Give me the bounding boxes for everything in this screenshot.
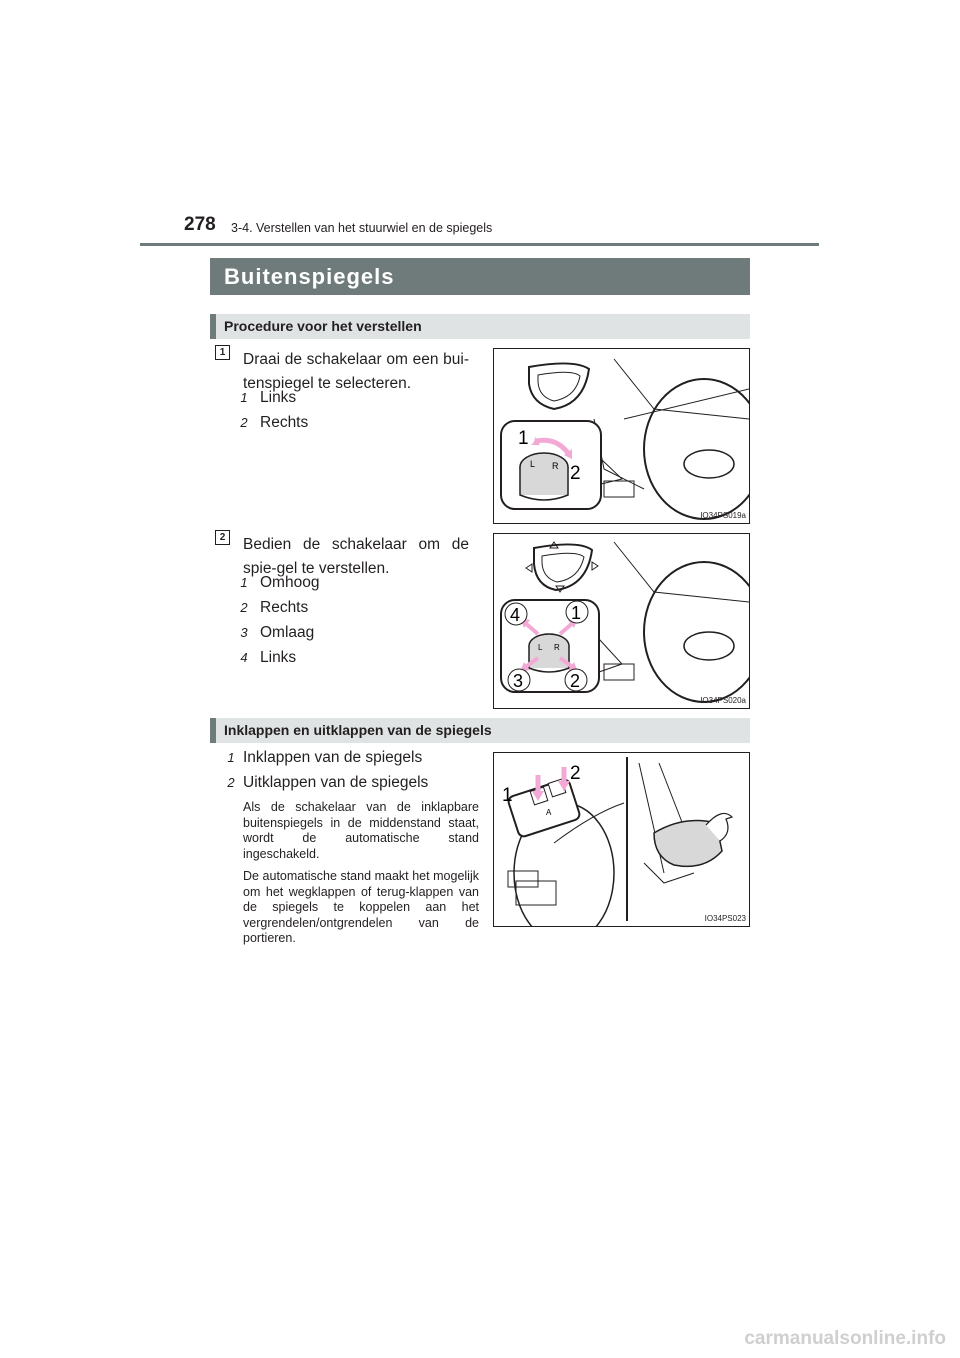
circled-number: 1 xyxy=(227,750,235,765)
page-number: 278 xyxy=(184,214,216,235)
callout-number: 3 xyxy=(513,671,524,691)
switch-letter-a: A xyxy=(546,808,552,817)
list-item: Rechts xyxy=(260,414,309,431)
section-heading-folding: Inklappen en uitklappen van de spiegels xyxy=(210,718,750,743)
list-item: Uitklappen van de spiegels xyxy=(243,774,429,791)
note-paragraph: De automatische stand maakt het mogelijk om het wegklappen of terug-klappen van de spiegels te koppelen aan het vergrendelen/ontgrendelen van de portieren. xyxy=(243,869,479,945)
switch-letter-r: R xyxy=(552,461,559,471)
figure-code: IO34PS020a xyxy=(700,696,746,705)
step-badge-2: 2 xyxy=(215,530,230,545)
callout-number: 2 xyxy=(570,671,581,691)
note-paragraph: Als de schakelaar van de inklapbare buitenspiegels in de middenstand staat, wordt de automatische stand ingeschakeld. xyxy=(243,800,479,861)
switch-letter-l: L xyxy=(538,643,543,652)
list-item: Rechts xyxy=(260,599,309,616)
switch-letter-l: L xyxy=(530,459,536,469)
list-item: Links xyxy=(260,389,297,406)
circled-number: 3 xyxy=(240,625,248,640)
circled-number: 2 xyxy=(240,415,248,430)
page-title: Buitenspiegels xyxy=(210,258,750,295)
figure-code: IO34PS019a xyxy=(700,511,746,520)
list-item: Inklappen van de spiegels xyxy=(243,749,423,766)
callout-number: 1 xyxy=(518,428,529,449)
callout-number: 2 xyxy=(570,463,581,484)
circled-number: 2 xyxy=(227,775,235,790)
circled-number: 4 xyxy=(240,650,248,665)
step-1-text: Draai de schakelaar om een bui-tenspiegel te selecteren. xyxy=(243,351,469,392)
figure-code: IO34PS023 xyxy=(704,914,746,923)
circled-number: 1 xyxy=(240,390,248,405)
figure-illustration xyxy=(494,753,749,926)
list-item: Omlaag xyxy=(260,624,315,641)
circled-number: 2 xyxy=(240,600,248,615)
watermark: carmanualsonline.info xyxy=(744,1328,946,1349)
figure-illustration xyxy=(494,349,749,523)
list-item: Omhoog xyxy=(260,574,320,591)
callout-number: 1 xyxy=(502,785,513,806)
figure-adjust-mirror xyxy=(493,533,750,709)
chapter-title: 3-4. Verstellen van het stuurwiel en de spiegels xyxy=(231,221,493,235)
callout-number: 1 xyxy=(571,603,582,623)
header-rule xyxy=(140,243,819,246)
callout-number: 4 xyxy=(510,605,521,625)
callout-number: 2 xyxy=(570,763,581,784)
figure-fold-mirror xyxy=(493,752,750,927)
figure-select-mirror xyxy=(493,348,750,524)
step-badge-1: 1 xyxy=(215,345,230,360)
list-item: Links xyxy=(260,649,297,666)
switch-letter-r: R xyxy=(554,643,560,652)
circled-number: 1 xyxy=(240,575,248,590)
section-heading-procedure: Procedure voor het verstellen xyxy=(210,314,750,339)
figure-illustration xyxy=(494,534,749,708)
step-2-text: Bedien de schakelaar om de spie-gel te verstellen. xyxy=(243,536,469,577)
